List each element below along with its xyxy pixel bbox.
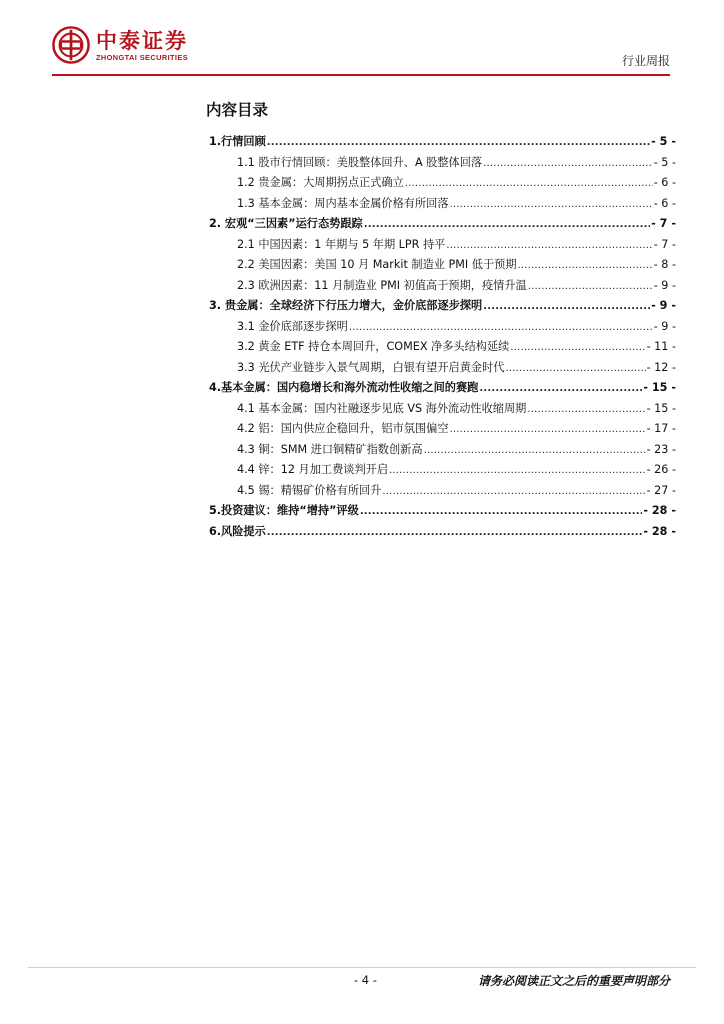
toc-subsection-entry[interactable] [209, 174, 676, 195]
toc-entry-page: - 8 - [653, 258, 676, 271]
toc-entry-title: 2. 宏观“三因素”运行态势跟踪 [209, 217, 363, 230]
toc-entry-title: 4.基本金属：国内稳增长和海外流动性收缩之间的赛跑 [209, 381, 479, 394]
report-type-label: 行业周报 [621, 54, 670, 68]
toc-entry-page: - 15 - [646, 401, 676, 415]
toc-entry-page: - 5 - [651, 135, 676, 148]
toc-section-entry[interactable] [209, 133, 676, 154]
disclaimer-text: 请务必阅读正文之后的重要声明部分 [477, 974, 670, 988]
toc-entry-title: 4.4 锌：12 月加工费谈判开启 [237, 463, 389, 476]
toc-entry-title: 1.2 贵金属：大周期拐点正式确立 [237, 176, 404, 189]
toc-entry-page: - 9 - [651, 299, 676, 312]
toc-subsection-entry[interactable] [209, 400, 676, 421]
toc-entry-page: - 12 - [646, 360, 676, 374]
page-number: - 4 - [354, 973, 377, 987]
toc-entry-title: 1.1 股市行情回顾：美股整体回升、A 股整体回落 [237, 155, 483, 169]
toc-entry-title: 3. 贵金属：全球经济下行压力增大，金价底部逐步探明 [209, 299, 483, 312]
toc-subsection-entry[interactable] [209, 277, 676, 298]
toc-dot-leader [389, 465, 646, 476]
toc-subsection-entry[interactable] [209, 482, 676, 503]
toc-entry-title: 1.行情回顾 [209, 135, 266, 148]
toc-dot-leader [450, 424, 646, 435]
toc-dot-leader [267, 137, 650, 148]
toc-entry-page: - 28 - [643, 524, 676, 538]
toc-entry-page: - 5 - [653, 155, 676, 169]
toc-dot-leader [479, 383, 642, 394]
toc-entry-title: 3.3 光伏产业链步入景气周期，白银有望开启黄金时代 [237, 360, 505, 374]
toc-subsection-entry[interactable] [209, 236, 676, 257]
toc-section-entry[interactable] [209, 379, 676, 400]
toc-dot-leader [360, 506, 643, 517]
toc-subsection-entry[interactable] [209, 420, 676, 441]
toc-entry-page: - 6 - [653, 176, 676, 189]
company-logo [52, 26, 188, 64]
toc-entry-page: - 26 - [646, 463, 676, 476]
toc-subsection-entry[interactable] [209, 359, 676, 380]
page-header [0, 0, 724, 80]
toc-subsection-entry[interactable] [209, 154, 676, 175]
toc-subsection-entry[interactable] [209, 318, 676, 339]
toc-entry-page: - 7 - [653, 237, 676, 251]
toc-entry-title: 4.1 基本金属：国内社融逐步见底 VS 海外流动性收缩周期 [237, 401, 527, 415]
toc-dot-leader [483, 301, 650, 312]
toc-dot-leader [382, 486, 645, 497]
toc-subsection-entry[interactable] [209, 256, 676, 277]
toc-subsection-entry[interactable] [209, 461, 676, 482]
toc-dot-leader [527, 404, 645, 415]
toc-entry-title: 3.1 金价底部逐步探明 [237, 319, 348, 333]
toc-dot-leader [518, 260, 653, 271]
toc-entry-page: - 28 - [643, 504, 676, 517]
toc-entry-page: - 6 - [653, 196, 676, 210]
zhongtai-logo-icon [52, 26, 90, 64]
toc-entry-page: - 23 - [646, 442, 676, 456]
toc-subsection-entry[interactable] [209, 338, 676, 359]
toc-section-entry[interactable] [209, 297, 676, 318]
toc-dot-leader [450, 199, 653, 210]
footer-divider [28, 967, 696, 968]
toc-entry-page: - 27 - [646, 483, 676, 497]
toc-entry-title: 5.投资建议：维持“增持”评级 [209, 504, 359, 517]
toc-title: 内容目录 [206, 101, 269, 119]
toc-dot-leader [528, 281, 653, 292]
logo-english-name: ZHONGTAI SECURITIES [96, 52, 189, 62]
toc-entry-title: 4.2 铝：国内供应企稳回升，铝市氛围偏空 [237, 422, 449, 435]
toc-dot-leader [510, 342, 645, 353]
toc-entry-title: 2.1 中国因素：1 年期与 5 年期 LPR 持平 [237, 237, 446, 251]
logo-chinese-name: 中泰证券 [96, 28, 188, 53]
toc-dot-leader [364, 219, 650, 230]
toc-dot-leader [267, 527, 643, 538]
toc-section-entry[interactable] [209, 215, 676, 236]
toc-entry-page: - 9 - [653, 319, 676, 333]
toc-entry-page: - 17 - [646, 422, 676, 435]
toc-entry-page: - 7 - [651, 217, 676, 230]
toc-subsection-entry[interactable] [209, 441, 676, 462]
toc-section-entry[interactable] [209, 502, 676, 523]
toc-dot-leader [405, 178, 653, 189]
toc-entry-page: - 15 - [643, 381, 676, 394]
toc-entry-title: 2.2 美国因素：美国 10 月 Markit 制造业 PMI 低于预期 [237, 258, 517, 271]
toc-dot-leader [349, 322, 653, 333]
toc-dot-leader [483, 158, 653, 169]
toc-dot-leader [446, 240, 652, 251]
toc-entry-title: 4.5 锡：精锡矿价格有所回升 [237, 483, 382, 497]
toc-dot-leader [424, 445, 646, 456]
header-divider [52, 74, 670, 76]
toc-entry-title: 1.3 基本金属：周内基本金属价格有所回落 [237, 196, 449, 210]
toc-section-entry[interactable] [209, 523, 676, 544]
toc-entry-page: - 9 - [653, 278, 676, 292]
toc-dot-leader [505, 363, 645, 374]
toc-entry-page: - 11 - [646, 340, 676, 353]
table-of-contents [209, 133, 676, 543]
toc-subsection-entry[interactable] [209, 195, 676, 216]
toc-entry-title: 4.3 铜：SMM 进口铜精矿指数创新高 [237, 442, 423, 456]
toc-entry-title: 3.2 黄金 ETF 持仓本周回升，COMEX 净多头结构延续 [237, 340, 510, 353]
toc-entry-title: 6.风险提示 [209, 524, 266, 538]
toc-entry-title: 2.3 欧洲因素：11 月制造业 PMI 初值高于预期，疫情升温 [237, 278, 527, 292]
